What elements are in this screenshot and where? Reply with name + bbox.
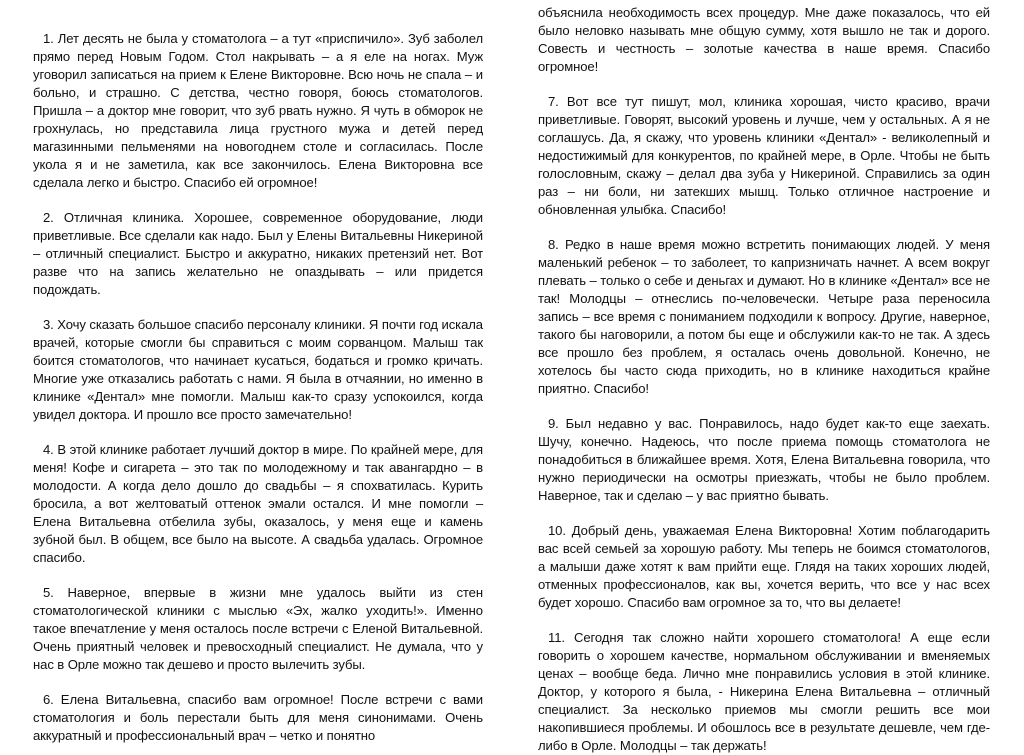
review-4: 4. В этой клинике работает лучший доктор в мире. По крайней мере, для меня! Кофе и сигарета – это так по молодежному и так авангардно – в молодости. А когда дело дошло до свадьбы – я спохватилась. Курить бросила, а вот желтоватый оттенок эмали остался. И мне помогли – Елена Витальевна отбелила зубы, оказалось, у меня еще и камень зубной был. В общем, все было на высоте. А свадьба удалась. Огромное спасибо. <box>33 442 483 565</box>
review-6-start: 6. Елена Витальевна, спасибо вам огромное! После встречи с вами стоматология и боль перестали быть для меня синонимами. Очень аккуратный и профессиональный врач – четко и понятно <box>33 692 483 743</box>
review-10: 10. Добрый день, уважаемая Елена Викторовна! Хотим поблагодарить вас всей семьей за хорошую работу. Мы теперь не боимся стоматологов, а малыши даже хотят к вам прийти еще. Глядя на таких хороших людей, отменных профессионалов, как вы, хочется верить, что все у нас всех будет хорошо. Спасибо вам огромное за то, что вы делаете! <box>538 523 990 610</box>
review-9: 9. Был недавно у вас. Понравилось, надо будет как-то еще заехать. Шучу, конечно. Надеюсь, что после приема помощь стоматолога не понадобиться в ближайшее время. Хотя, Елена Витальевна говорила, что нужно периодически на осмотры приезжать, чтобы не было проблем. Наверное, так и сделаю – у вас приятно бывать. <box>538 416 990 503</box>
review-5: 5. Наверное, впервые в жизни мне удалось выйти из стен стоматологической клиники с мыслью «Эх, жалко уходить!». Именно такое впечатление у меня осталось после встречи с Еленой Витальевной. Очень приятный человек и превосходный специалист. Не думала, что у нас в Орле можно так дешево и просто вылечить зубы. <box>33 585 483 672</box>
review-3: 3. Хочу сказать большое спасибо персоналу клиники. Я почти год искала врачей, которые смогли бы справиться с моим сорванцом. Малыш так боится стоматологов, что начинает кусаться, бодаться и громко кричать. Многие уже отказались работать с нами. Я была в отчаянии, но именно в клинике «Дентал» мне помогли. Малыш как-то сразу успокоился, когда увидел доктора. И прошло все просто замечательно! <box>33 317 483 422</box>
right-page-column <box>538 0 990 753</box>
review-2: 2. Отличная клиника. Хорошее, современное оборудование, люди приветливые. Все сделали как надо. Был у Елены Витальевны Никериной – отличный специалист. Быстро и аккуратно, никаких претензий нет. Вот разве что на запись желательно не опаздывать – или придется подождать. <box>33 210 483 297</box>
left-page-column <box>33 0 483 743</box>
review-1: 1. Лет десять не была у стоматолога – а тут «приспичило». Зуб заболел прямо перед Новым Годом. Стол накрывать – а я еле на ногах. Муж уговорил записаться на прием к Елене Викторовне. Всю ночь не спала – и больно, и страшно. С детства, честно говоря, боюсь стоматологов. Пришла – а доктор мне говорит, что зуб рвать нужно. Я чуть в обморок не грохнулась, но представила лица грустного мужа и детей перед магазинными пельменями на новогоднем столе и согласилась. После укола я и не заметила, как все закончилось. Елена Викторовна все сделала легко и быстро. Спасибо ей огромное! <box>33 31 483 190</box>
review-11: 11. Сегодня так сложно найти хорошего стоматолога! А еще если говорить о хорошем качестве, нормальном обслуживании и вменяемых ценах – вообще беда. Лично мне понравились условия в этой клинике. Доктор, у которого я была, - Никерина Елена Витальевна – отличный специалист. За несколько приемов мы смогли решить все мои накопившиеся проблемы. И обошлось все в результате дешевле, чем где-либо в Орле. Молодцы – так держать! <box>538 630 990 753</box>
review-6-continued: объяснила необходимость всех процедур. Мне даже показалось, что ей было неловко называть мне общую сумму, хотя вышло не так и дорого. Совесть и честность – золотые качества в наше время. Спасибо огромное! <box>538 5 990 74</box>
review-8: 8. Редко в наше время можно встретить понимающих людей. У меня маленький ребенок – то заболеет, то капризничать начнет. А всем вокруг плевать – только о себе и деньгах и думают. Но в клинике «Дентал» все не так! Молодцы – отнеслись по-человечески. Четыре раза переносила запись – все время с пониманием подходили к вопросу. Другие, наверное, такого бы наговорили, а потом бы еще и обслужили как-то не так. А здесь все прошло без проблем, я осталась очень довольной. Конечно, не хотелось бы часто сюда приходить, но в клинике находиться крайне приятно. Спасибо! <box>538 237 990 396</box>
review-7: 7. Вот все тут пишут, мол, клиника хорошая, чисто красиво, врачи приветливые. Говорят, высокий уровень и лучше, чем у остальных. А я не соглашусь. Да, я скажу, что уровень клиники «Дентал» - великолепный и недостижимый для конкурентов, по крайней мере, в Орле. Чтобы не быть голословным, скажу – делал два зуба у Никериной. Справились за один раз – ни боли, ни затекших мышц. Только отличное настроение и обновленная улыбка. Спасибо! <box>538 94 990 217</box>
